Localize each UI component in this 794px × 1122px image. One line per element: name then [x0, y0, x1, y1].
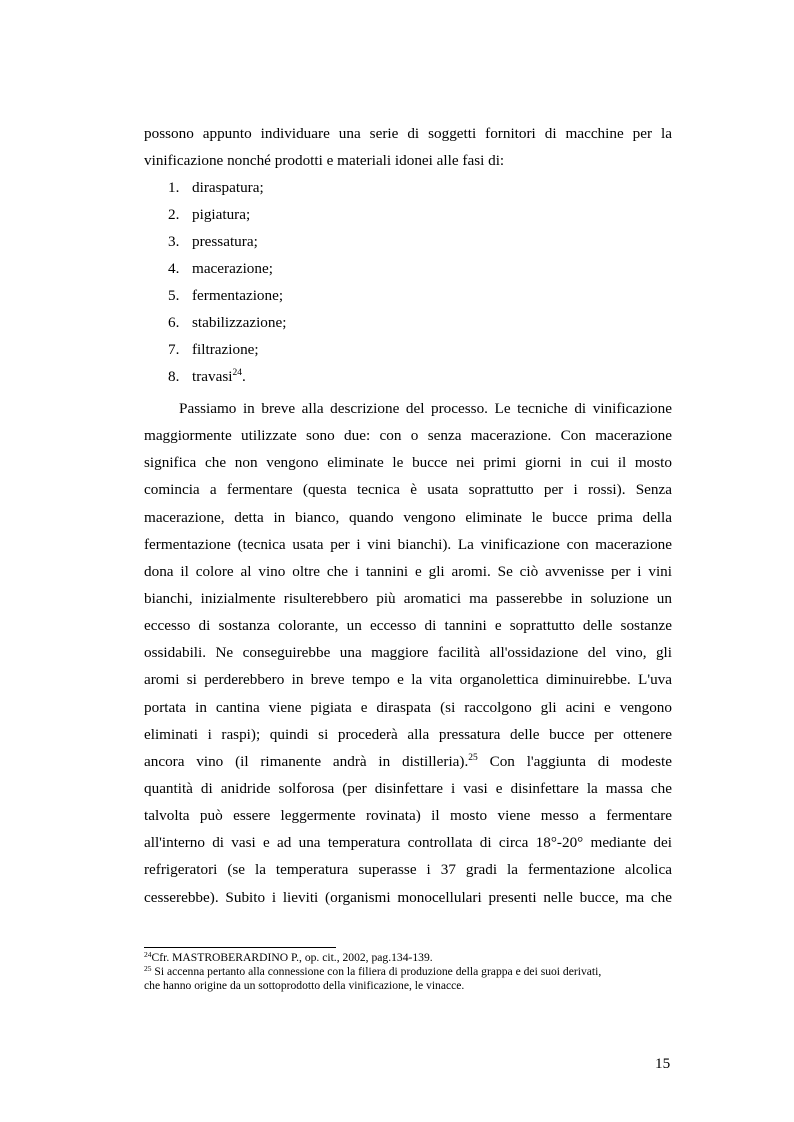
paragraph-line: comincia a fermentare (questa tecnica è usata soprattutto per i rossi). Senza [144, 481, 672, 499]
process-description-paragraph [144, 395, 672, 911]
footnote-separator [144, 947, 336, 948]
paragraph-line: eliminati i raspi); quindi si procederà alla pressatura delle bucce per ottenere [144, 725, 672, 743]
footnote-marker: 25 [144, 964, 152, 973]
list-item: 3. pressatura; [168, 233, 258, 250]
intro-line: vinificazione nonché prodotti e materiali idonei alle fasi di: [144, 152, 505, 169]
list-item: 6. stabilizzazione; [168, 314, 287, 331]
footnote-25: $^{25}$ Si accenna pertanto alla connessione con la filiera di produzione della grappa e dei suoi derivati, che hanno origine da un sottoprodotto della vinificazione, le vinacce. [144, 964, 602, 992]
list-item: 7. filtrazione; [168, 341, 259, 358]
list-item: 2. pigiatura; [168, 206, 251, 223]
paragraph-line: fermentazione (tecnica usata per i vini bianchi). La vinificazione con macerazione [144, 535, 672, 553]
footnote-marker: 24 [144, 950, 152, 959]
list-item: 8. travasi$^{24}$. [168, 368, 246, 385]
footnote-ref: 24 [232, 368, 242, 378]
paragraph-line: eccesso di sostanza colorante, un eccesso di tannini e soprattutto delle sostanze [144, 617, 672, 635]
paragraph-line: cesserebbe). Subito i lieviti (organismi monocellulari presenti nelle bucce, ma che [144, 888, 672, 906]
footnotes [144, 951, 672, 993]
paragraph-line: ancora vino (il rimanente andrà in distilleria).$^{25}$ Con l'aggiunta di modeste [144, 752, 672, 770]
paragraph-line: all'interno di vasi e ad una temperatura controllata di circa 18°-20° mediante dei [144, 834, 672, 852]
list-item: 5. fermentazione; [168, 287, 284, 304]
paragraph-line: refrigeratori (se la temperatura superasse i 37 gradi la fermentazione alcolica [144, 861, 672, 879]
paragraph-line: talvolta può essere leggermente rovinata) il mosto viene messo a fermentare [144, 807, 672, 825]
page-number: 15 [655, 1055, 671, 1072]
paragraph-line: significa che non vengono eliminate le bucce nei primi giorni in cui il mosto [144, 454, 672, 472]
paragraph-line: quantità di anidride solforosa (per disinfettare i vasi e disinfettare la massa che [144, 779, 672, 797]
paragraph-line: portata in cantina viene pigiata e diraspata (si raccolgono gli acini e vengono [144, 698, 672, 716]
intro-paragraph [144, 120, 672, 174]
paragraph-line: Passiamo in breve alla descrizione del processo. Le tecniche di vinificazione [179, 400, 672, 417]
footnote-ref: 25 [468, 752, 478, 763]
list-item: 4. macerazione; [168, 260, 273, 277]
footnote-24: $^{24}$Cfr. MASTROBERARDINO P., op. cit., 2002, pag.134-139. [144, 950, 433, 964]
paragraph-line: bianchi, inizialmente risulterebbero più aromatici ma passerebbe in soluzione un [144, 589, 672, 607]
paragraph-line: ossidabili. Ne conseguirebbe una maggiore facilità all'ossidazione del vino, gli [144, 644, 672, 662]
paragraph-line: aromi si perderebbero in breve tempo e la vita organolettica diminuirebbe. L'uva [144, 671, 672, 689]
paragraph-line: dona il colore al vino oltre che i tannini e gli aromi. Se ciò avvenisse per i vini [144, 562, 672, 580]
intro-line: possono appunto individuare una serie di soggetti fornitori di macchine per la [144, 125, 672, 142]
vinification-phases-list [168, 174, 286, 390]
paragraph-line: maggiormente utilizzate sono due: con o senza macerazione. Con macerazione [144, 427, 672, 445]
paragraph-line: macerazione, detta in bianco, quando vengono eliminate le bucce prima della [144, 508, 672, 526]
list-item: 1. diraspatura; [168, 179, 264, 196]
